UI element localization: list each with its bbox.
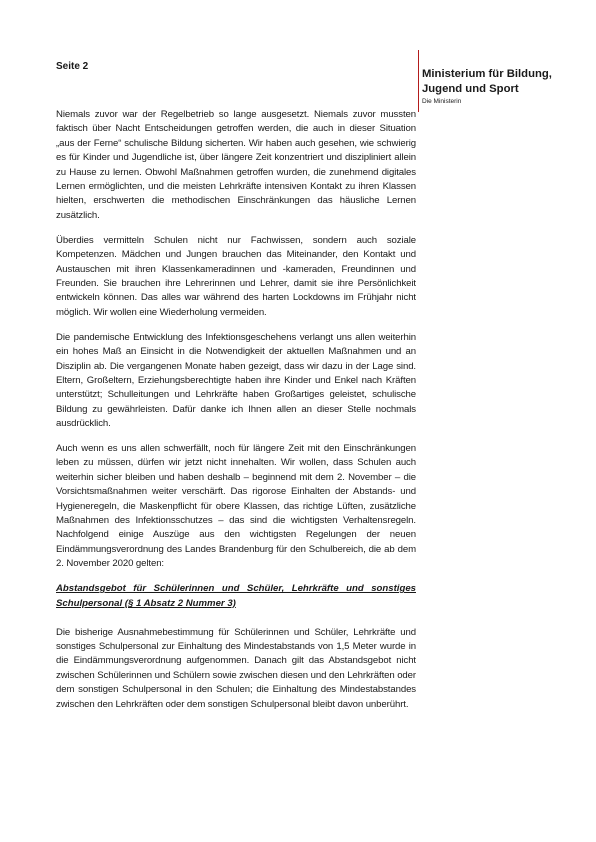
letterhead: [418, 50, 552, 112]
section-paragraph: Die bisherige Ausnahmebestimmung für Schülerinnen und Schüler, Lehrkräfte und sonstiges Schulpersonal zur Einhaltung des Mindestabstands von 1,5 Meter wurde in die Eindämmungsverordnung aufgenommen. Danach gilt das Abstandsgebot nicht zwischen Schülerinnen und Schülern sowie zwischen diesen und den Lehrkräften oder dem sonstigen Schulpersonal in den Schulen; die Einhaltung des Mindestabstandes zwischen den Lehrkräften oder dem sonstigen Schulpersonal bleibt davon unberührt.: [56, 626, 416, 710]
section-heading: Abstandsgebot für Schülerinnen und Schüler, Lehrkräfte und sonstiges Schulpersonal (§ 1 Absatz 2 Nummer 3): [56, 583, 416, 609]
ministry-office: Die Ministerin: [422, 98, 462, 105]
letter-body: [56, 108, 416, 722]
paragraph-2: Überdies vermitteln Schulen nicht nur Fachwissen, sondern auch soziale Kompetenzen. Mädchen und Jungen brauchen das Miteinander, den Kontakt und Austauschen mit ihren Klassenkameradinnen und -kameraden, Freundinnen und Freunden. Sie brauchen ihre Lehrerinnen und Lehrer, damit sie ihre Persönlichkeit entwickeln können. Das alles war während des harten Lockdowns im Frühjahr nicht möglich. Wir wollen eine Wiederholung vermeiden.: [56, 234, 416, 318]
paragraph-1: Niemals zuvor war der Regelbetrieb so lange ausgesetzt. Niemals zuvor mussten faktisch über Nacht Entscheidungen getroffen werden, die auch in dieser Situation „aus der Ferne“ schulische Bildung sicherten. Wir haben auch gesehen, wie schwierig es für Kinder und Jugendliche ist, über längere Zeit konzentriert und diszipliniert allein zu Hause zu lernen. Obwohl Maßnahmen getroffen wurden, die zunehmend digitales Lernen ermöglichten, und die meisten Lehrkräfte intensiven Kontakt zu ihren Klassen hielten, erschwerten die methodischen Einschränkungen das häusliche Lernen zusätzlich.: [56, 109, 416, 221]
ministry-name: Ministerium für Bildung, Jugend und Sport: [422, 68, 552, 95]
paragraph-4: Auch wenn es uns allen schwerfällt, noch für längere Zeit mit den Einschränkungen leben zu müssen, dürfen wir jetzt nicht innehalten. Wir wollen, dass Schulen auch weiterhin sicher bleiben und haben deshalb – beginnend mit dem 2. November – die Vorsichtsmaßnahmen weiter verschärft. Das rigorose Einhalten der Abstands- und Hygieneregeln, die Maskenpflicht für obere Klassen, das richtige Lüften, zusätzliche Maßnahmen des Infektionsschutzes – das sind die wichtigsten Verhaltensregeln. Nachfolgend einige Auszüge aus den wichtigsten Regelungen der neuen Eindämmungsverordnung des Landes Brandenburg für den Schulbereich, die ab dem 2. November 2020 gelten:: [56, 443, 416, 570]
page-number: Seite 2: [56, 61, 89, 72]
paragraph-3: Die pandemische Entwicklung des Infektionsgeschehens verlangt uns allen weiterhin ein hohes Maß an Einsicht in die Notwendigkeit der aktuellen Maßnahmen und an Disziplin ab. Die vergangenen Monate haben gezeigt, dass wir dazu in der Lage sind. Eltern, Großeltern, Erziehungsberechtigte haben ihre Kinder und Enkel nach Kräften unterstützt; Schulleitungen und Lehrkräfte haben Großartiges geleistet, schulische Bildung zu gewährleisten. Dafür danke ich Ihnen allen an dieser Stelle nochmals ausdrücklich.: [56, 331, 416, 430]
